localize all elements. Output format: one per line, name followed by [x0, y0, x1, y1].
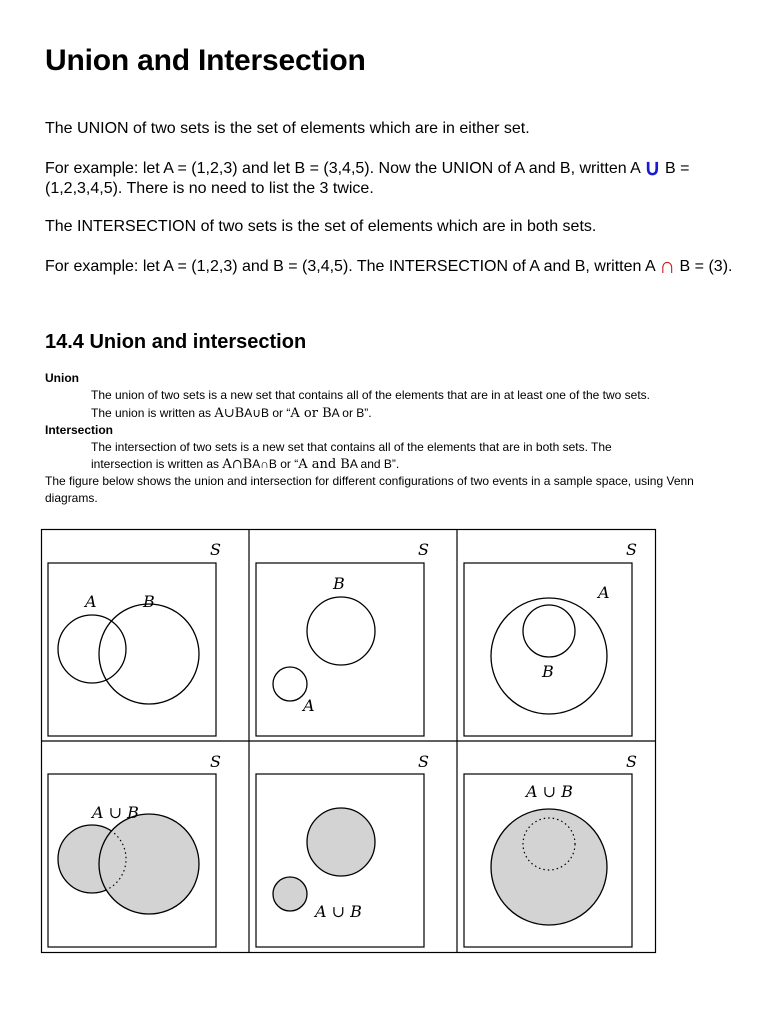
union-line-2-end: A or B”. — [331, 406, 372, 420]
union-notation-mid: A∪B or “ — [244, 406, 291, 420]
label-a: A — [303, 696, 315, 715]
union-example-result: B = (1,2,3,4,5). There is no need to list the 3 twice. — [45, 160, 690, 197]
union-region-a — [491, 809, 607, 925]
intersection-example-result: B = (3). — [675, 258, 733, 275]
set-b-circle — [523, 605, 575, 657]
intersection-line-2 — [91, 456, 731, 473]
label-a: A — [85, 592, 97, 611]
set-a-circle — [491, 598, 607, 714]
page-title: Union and Intersection — [45, 44, 366, 77]
union-label: A ∪ B — [526, 782, 573, 801]
union-example — [45, 155, 745, 199]
sample-space-label: S — [626, 752, 637, 771]
union-region-b — [307, 808, 375, 876]
union-notation-math: A∪B — [214, 406, 245, 421]
venn-diagram-figure — [40, 528, 657, 955]
union-label: A ∪ B — [315, 902, 362, 921]
label-b: B — [333, 574, 345, 593]
figure-caption: The figure below shows the union and intersection for different configurations of two events in a sample space, using Venn diagrams. — [45, 474, 694, 505]
union-line-1: The union of two sets is a new set that contains all of the elements that are in at least one of the two sets. — [91, 388, 650, 402]
intersection-symbol: ∩ — [659, 253, 676, 278]
intersection-example — [45, 253, 745, 278]
intersection-line-1: The intersection of two sets is a new set that contains all of the elements that are in both sets. The — [91, 440, 612, 454]
set-b-circle — [307, 597, 375, 665]
intersection-heading: Intersection — [45, 423, 114, 437]
label-b: B — [542, 662, 554, 681]
union-example-text: For example: let A = (1,2,3) and let B = (3,4,5). Now the UNION of A and B, written A — [45, 160, 645, 177]
union-label: A ∪ B — [92, 803, 139, 822]
sample-space-label: S — [418, 540, 429, 559]
sample-space-label: S — [210, 540, 221, 559]
set-a-circle — [58, 615, 126, 683]
union-line-2-prefix: The union is written as — [91, 406, 215, 420]
union-symbol: ∪ — [644, 155, 661, 180]
intersection-example-text: For example: let A = (1,2,3) and B = (3,4,5). The INTERSECTION of A and B, written A — [45, 258, 660, 275]
sample-space-label: S — [626, 540, 637, 559]
union-region-b — [99, 814, 199, 914]
set-a-circle — [273, 667, 307, 701]
intersection-words-math: A and B — [298, 457, 350, 472]
union-heading: Union — [45, 371, 79, 385]
union-region-a — [273, 877, 307, 911]
intersection-notation-math: A∩B — [222, 457, 253, 472]
label-a: A — [598, 583, 610, 602]
set-b-circle — [99, 604, 199, 704]
union-definition: The UNION of two sets is the set of elements which are in either set. — [45, 120, 530, 137]
intersection-notation-mid: A∩B or “ — [252, 457, 299, 471]
sample-space-label: S — [210, 752, 221, 771]
union-line-2 — [91, 405, 731, 422]
sample-space-box — [48, 563, 216, 736]
intersection-line-2-end: A and B”. — [349, 457, 400, 471]
intersection-line-2-prefix: intersection is written as — [91, 457, 223, 471]
sample-space-label: S — [418, 752, 429, 771]
section-heading: 14.4 Union and intersection — [45, 331, 307, 353]
intersection-definition: The INTERSECTION of two sets is the set of elements which are in both sets. — [45, 218, 597, 235]
label-b: B — [143, 592, 155, 611]
union-words-math: A or B — [290, 406, 332, 421]
